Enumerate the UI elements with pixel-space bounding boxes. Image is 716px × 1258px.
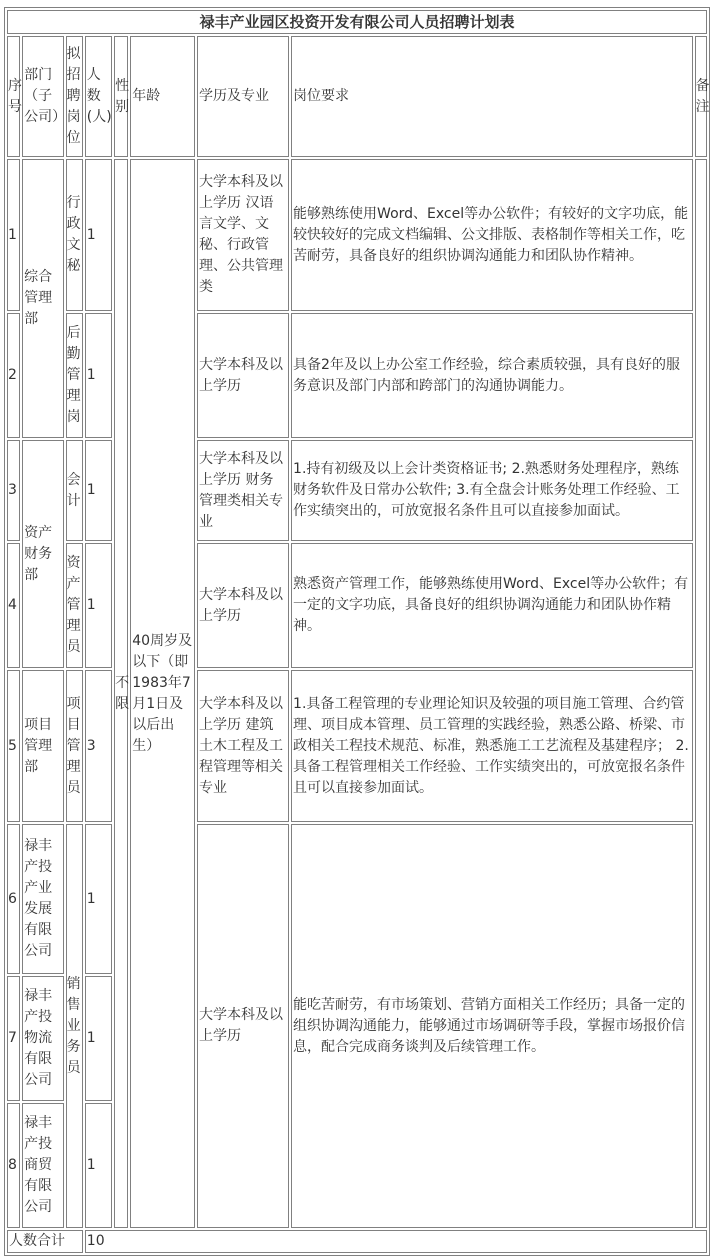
row-count: 1 <box>85 824 112 974</box>
row-seq: 8 <box>7 1103 20 1228</box>
row-count: 1 <box>85 543 112 668</box>
row-seq: 4 <box>7 543 20 668</box>
row-seq: 3 <box>7 440 20 541</box>
row-count: 3 <box>85 670 112 822</box>
table-row <box>7 159 707 311</box>
total-value: 10 <box>85 1230 707 1253</box>
header-position: 拟招聘岗位 <box>66 36 83 157</box>
table-row <box>7 313 707 438</box>
row-seq: 5 <box>7 670 20 822</box>
sales-requirements: 能吃苦耐劳，有市场策划、营销方面相关工作经历；具备一定的组织协调沟通能力，能够通过市场调研等手段，掌握市场报价信息，配合完成商务谈判及后续管理工作。 <box>291 824 693 1228</box>
row-requirements: 熟悉资产管理工作，能够熟练使用Word、Excel等办公软件；有一定的文字功底，具备良好的组织协调沟通能力和团队协作精神。 <box>291 543 693 668</box>
row-department: 项目管理部 <box>22 670 63 822</box>
header-requirements: 岗位要求 <box>291 36 693 157</box>
row-position: 后勤管理岗 <box>66 313 83 438</box>
row-requirements: 具备2年及以上办公室工作经验，综合素质较强，具有良好的服务意识及部门内部和跨部门的沟通协调能力。 <box>291 313 693 438</box>
table-row <box>7 440 707 541</box>
row-seq: 7 <box>7 976 20 1101</box>
total-row <box>7 1230 707 1253</box>
table-row <box>7 824 707 974</box>
row-seq: 6 <box>7 824 20 974</box>
row-department: 禄丰产投产业发展有限公司 <box>22 824 63 974</box>
table-row <box>7 670 707 822</box>
row-position: 资产管理员 <box>66 543 83 668</box>
row-position: 销售业务员 <box>66 824 83 1228</box>
header-age: 年龄 <box>130 36 195 157</box>
row-department: 综合管理部 <box>22 159 63 438</box>
sales-education: 大学本科及以上学历 <box>197 824 289 1228</box>
remarks-cell <box>695 159 707 1228</box>
gender-cell: 不限 <box>114 159 128 1228</box>
recruitment-table <box>4 7 710 1256</box>
row-count: 1 <box>85 313 112 438</box>
row-requirements: 1.持有初级及以上会计类资格证书; 2.熟悉财务处理程序，熟练财务软件及日常办公软件; 3.有全盘会计账务处理工作经验、工作实绩突出的，可放宽报名条件且可以直接参加面试。 <box>291 440 693 541</box>
row-requirements: 能够熟练使用Word、Excel等办公软件；有较好的文字功底，能较快较好的完成文档编辑、公文排版、表格制作等相关工作，吃苦耐劳，具备良好的组织协调沟通能力和团队协作精神。 <box>291 159 693 311</box>
row-count: 1 <box>85 440 112 541</box>
row-department: 禄丰产投商贸有限公司 <box>22 1103 63 1228</box>
row-position: 会计 <box>66 440 83 541</box>
header-education: 学历及专业 <box>197 36 289 157</box>
row-position: 行政文秘 <box>66 159 83 311</box>
table-row <box>7 543 707 668</box>
row-requirements: 1.具备工程管理的专业理论知识及较强的项目施工管理、合约管理、项目成本管理、员工管理的实践经验，熟悉公路、桥梁、市政相关工程技术规范、标准，熟悉施工工艺流程及基建程序； 2.具备工程管理相关工作经验、工作实绩突出的，可放宽报名条件且可以直接参加面试。 <box>291 670 693 822</box>
header-row <box>7 36 707 157</box>
row-department: 禄丰产投物流有限公司 <box>22 976 63 1101</box>
age-cell: 40周岁及以下（即1983年7月1日及以后出生） <box>130 159 195 1228</box>
table-title: 禄丰产业园区投资开发有限公司人员招聘计划表 <box>7 10 707 34</box>
row-count: 1 <box>85 1103 112 1228</box>
header-count: 人数(人) <box>85 36 112 157</box>
row-seq: 2 <box>7 313 20 438</box>
row-department: 资产财务部 <box>22 440 63 668</box>
total-label: 人数合计 <box>7 1230 83 1253</box>
header-seq: 序号 <box>7 36 20 157</box>
row-count: 1 <box>85 976 112 1101</box>
header-gender: 性别 <box>114 36 128 157</box>
row-education: 大学本科及以上学历 财务管理类相关专业 <box>197 440 289 541</box>
row-education: 大学本科及以上学历 汉语言文学、文秘、行政管理、公共管理类 <box>197 159 289 311</box>
header-remarks: 备注 <box>695 36 707 157</box>
row-position: 项目管理员 <box>66 670 83 822</box>
row-education: 大学本科及以上学历 <box>197 543 289 668</box>
header-department: 部门（子公司） <box>22 36 63 157</box>
row-seq: 1 <box>7 159 20 311</box>
row-education: 大学本科及以上学历 建筑土木工程及工程管理等相关专业 <box>197 670 289 822</box>
row-count: 1 <box>85 159 112 311</box>
row-education: 大学本科及以上学历 <box>197 313 289 438</box>
